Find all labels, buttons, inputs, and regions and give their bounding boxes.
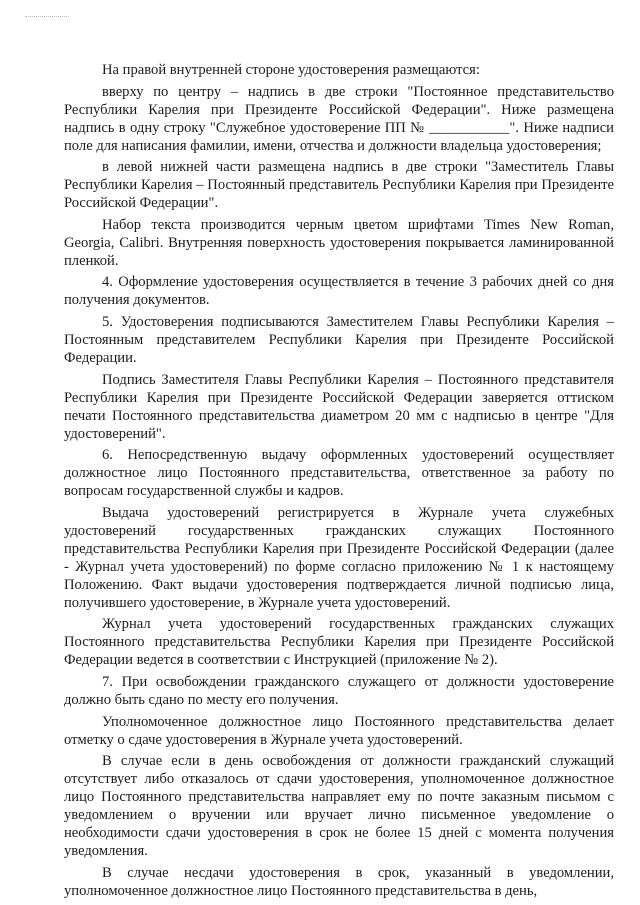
paragraph-top-center-inscription: вверху по центру – надпись в две строки "Постоянное представительство Республики Карелия при Президенте Российской Федерации". Ниже размещена надпись в одну строку "Служебное удостоверение ПП № ___________". Ниже надписи поле для написания фамилии, имени, отчества и должности владельца удостоверения;: [64, 83, 614, 154]
paragraph-item-6: 6. Непосредственную выдачу оформленных удостоверений осуществляет должностное лицо Постоянного представительства, ответственное за работу по вопросам государственной службы и кадров.: [64, 447, 614, 500]
paragraph-absence-case: В случае если в день освобождения от должности гражданский служащий отсутствует либо отказалось от сдачи удостоверения, уполномоченное должностное лицо Постоянного представительства направляет ему по почте заказным письмом с уведомлением о вручении или вручает лично письменное уведомление о необходимости сдачи удостоверения в срок не более 15 дней с момента получения уведомления.: [64, 753, 614, 860]
paragraph-inner-side-intro: На правой внутренней стороне удостоверения размещаются:: [102, 62, 480, 78]
paragraph-signature-seal: Подпись Заместителя Главы Республики Карелия – Постоянного представителя Республики Карелия при Президенте Российской Федерации заверяется оттиском печати Постоянного представительства диаметром 20 мм с надписью в центре "Для удостоверений".: [64, 371, 614, 442]
paragraph-issuance-registration: Выдача удостоверений регистрируется в Журнале учета служебных удостоверений государственных гражданских служащих Постоянного представительства Республики Карелия при Президенте Российской Федерации (далее - Журнал учета удостоверений) по форме согласно приложению № 1 к настоящему Положению. Факт выдачи удостоверения подтверждается личной подписью лица, получившего удостоверение, в Журнале учета удостоверений.: [64, 504, 614, 611]
paragraph-typesetting: Набор текста производится черным цветом шрифтами Times New Roman, Georgia, Calibri. Внутренняя поверхность удостоверения покрывается ламинированной пленкой.: [64, 216, 614, 269]
paragraph-item-5: 5. Удостоверения подписываются Заместителем Главы Республики Карелия – Постоянным представителем Республики Карелия при Президенте Российской Федерации.: [64, 313, 614, 366]
paragraph-item-7: 7. При освобождении гражданского служащего от должности удостоверение должно быть сдано по месту его получения.: [64, 673, 614, 708]
paragraph-item-4: 4. Оформление удостоверения осуществляется в течение 3 рабочих дней со дня получения документов.: [64, 274, 614, 309]
paragraph-return-mark: Уполномоченное должностное лицо Постоянного представительства делает отметку о сдаче удостоверения в Журнале учета удостоверений.: [64, 713, 614, 748]
document-body: [64, 61, 614, 900]
paragraph-journal: Журнал учета удостоверений государственных гражданских служащих Постоянного представительства Республики Карелия при Президенте Российской Федерации ведется в соответствии с Инструкцией (приложение № 2).: [64, 616, 614, 669]
paragraph-bottom-left-inscription: в левой нижней части размещена надпись в две строки "Заместитель Главы Республики Карелия – Постоянный представитель Республики Карелия при Президенте Российской Федерации".: [64, 159, 614, 212]
paragraph-non-return-case: В случае несдачи удостоверения в срок, указанный в уведомлении, уполномоченное должностное лицо Постоянного представительства в день,: [64, 864, 614, 899]
scan-corner-mark: [25, 16, 69, 20]
